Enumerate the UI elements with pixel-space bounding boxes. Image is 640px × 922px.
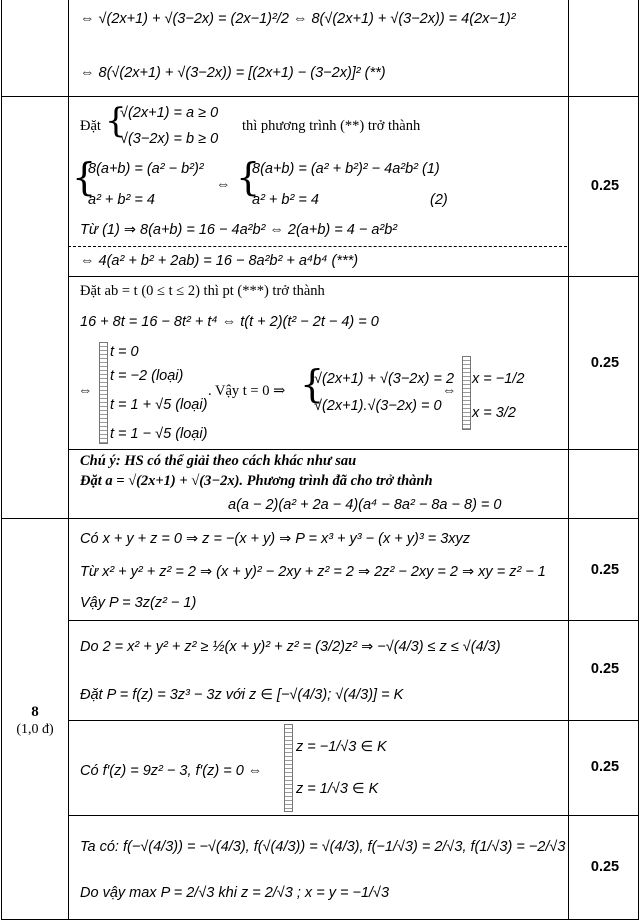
column-divider-right <box>568 0 569 919</box>
equation-line: Do vậy max P = 2/√3 khi z = 2/√3 ; x = y = −1/√3 <box>80 885 390 901</box>
score-cell: 0.25 <box>590 859 620 875</box>
column-divider-left <box>68 0 69 919</box>
system-brace: { <box>72 155 97 199</box>
bracket-marker <box>284 724 293 812</box>
equation-line: Có f′(z) = 9z² − 3, f′(z) = 0 ⇔ <box>80 763 263 779</box>
note-heading: Chú ý: HS có thể giải theo cách khác như sau <box>80 453 357 469</box>
system-brace: { <box>105 101 127 141</box>
system-eq: √(2x+1).√(3−2x) = 0 <box>314 398 442 414</box>
solution-line: x = −1/2 <box>472 371 525 387</box>
question-points: (1,0 đ) <box>16 722 54 737</box>
system-eq: 8(a+b) = (a² − b²)² <box>88 161 204 177</box>
set-label: Đặt ab = t (0 ≤ t ≤ 2) thì pt (***) trở thành <box>80 283 325 299</box>
conclusion-text: . Vậy t = 0 ⇒ <box>208 383 286 399</box>
score-cell: 0.25 <box>590 355 620 371</box>
case-line: z = −1/√3 ∈ K <box>296 739 387 755</box>
substitution-note: thì phương trình (**) trở thành <box>242 118 421 134</box>
equation-line: ⇔ 8(√(2x+1) + √(3−2x)) = [(2x+1) − (3−2x)]² (**) <box>80 65 386 81</box>
row-divider <box>68 449 638 450</box>
case-line: t = 1 + √5 (loại) <box>110 397 208 413</box>
system-brace: { <box>300 362 325 406</box>
equivalence-arrow: ⇔ <box>442 383 457 399</box>
system-eq: √(2x+1) + √(3−2x) = 2 <box>314 371 455 387</box>
case-line: t = 0 <box>110 344 139 360</box>
equation-line: Đặt P = f(z) = 3z³ − 3z với z ∈ [−√(4/3); √(4/3)] = K <box>80 687 404 703</box>
set-label: Đặt <box>80 118 101 134</box>
bracket-marker <box>462 356 471 430</box>
equivalence-arrow: ⇔ <box>78 383 93 399</box>
equation-line: Ta có: f(−√(4/3)) = −√(4/3), f(√(4/3)) = √(4/3), f(−1/√3) = 2/√3, f(1/√3) = −2/√3 <box>80 839 566 855</box>
system-eq: 8(a+b) = (a² + b²)² − 4a²b² (1) <box>252 161 440 177</box>
row-divider <box>68 620 638 621</box>
row-divider <box>68 815 638 816</box>
equation-line: 16 + 8t = 16 − 8t² + t⁴ ⇔ t(t + 2)(t² − 2t − 4) = 0 <box>80 314 379 330</box>
row-divider <box>68 720 638 721</box>
system-eq: a² + b² = 4 <box>252 192 319 208</box>
dashed-divider <box>68 246 567 247</box>
equation-tag: (2) <box>430 192 448 208</box>
question-number: 8 <box>31 704 39 720</box>
score-cell: 0.25 <box>590 178 620 194</box>
equation-line: ⇔ 4(a² + b² + 2ab) = 16 − 8a²b² + a⁴b⁴ (***) <box>80 253 359 269</box>
case-line: t = 1 − √5 (loại) <box>110 426 208 442</box>
score-cell: 0.25 <box>590 661 620 677</box>
equivalence-arrow: ⇔ <box>216 177 231 193</box>
bracket-marker <box>99 342 108 444</box>
equation-line: ⇔ √(2x+1) + √(3−2x) = (2x−1)²/2 ⇔ 8(√(2x+1) + √(3−2x)) = 4(2x−1)² <box>80 11 516 27</box>
system-eq: a² + b² = 4 <box>88 192 155 208</box>
row-divider <box>68 276 638 277</box>
note-text: Đặt a = √(2x+1) + √(3−2x). Phương trình đã cho trở thành <box>80 473 433 489</box>
solution-line: x = 3/2 <box>472 405 516 421</box>
system-brace: { <box>236 155 261 199</box>
substitution-a: √(2x+1) = a ≥ 0 <box>120 105 219 121</box>
equation-line: Từ x² + y² + z² = 2 ⇒ (x + y)² − 2xy + z² = 2 ⇒ 2z² − 2xy = 2 ⇒ xy = z² − 1 <box>80 564 546 580</box>
case-line: z = 1/√3 ∈ K <box>296 781 379 797</box>
equation-line: Có x + y + z = 0 ⇒ z = −(x + y) ⇒ P = x³ + y³ − (x + y)³ = 3xyz <box>80 531 471 547</box>
case-line: t = −2 (loại) <box>110 368 184 384</box>
equation-line: Do 2 = x² + y² + z² ≥ ½(x + y)² + z² = (3/2)z² ⇒ −√(4/3) ≤ z ≤ √(4/3) <box>80 639 501 655</box>
score-cell: 0.25 <box>590 562 620 578</box>
substitution-b: √(3−2x) = b ≥ 0 <box>120 131 219 147</box>
row-divider <box>2 96 638 97</box>
equation-line: Từ (1) ⇒ 8(a+b) = 16 − 4a²b² ⇔ 2(a+b) = 4 − a²b² <box>80 222 398 238</box>
score-cell: 0.25 <box>590 759 620 775</box>
answer-key-table <box>1 0 639 920</box>
note-equation: a(a − 2)(a² + 2a − 4)(a⁴ − 8a² − 8a − 8) = 0 <box>228 497 502 513</box>
equation-line: Vậy P = 3z(z² − 1) <box>80 595 197 611</box>
row-divider <box>2 518 638 519</box>
